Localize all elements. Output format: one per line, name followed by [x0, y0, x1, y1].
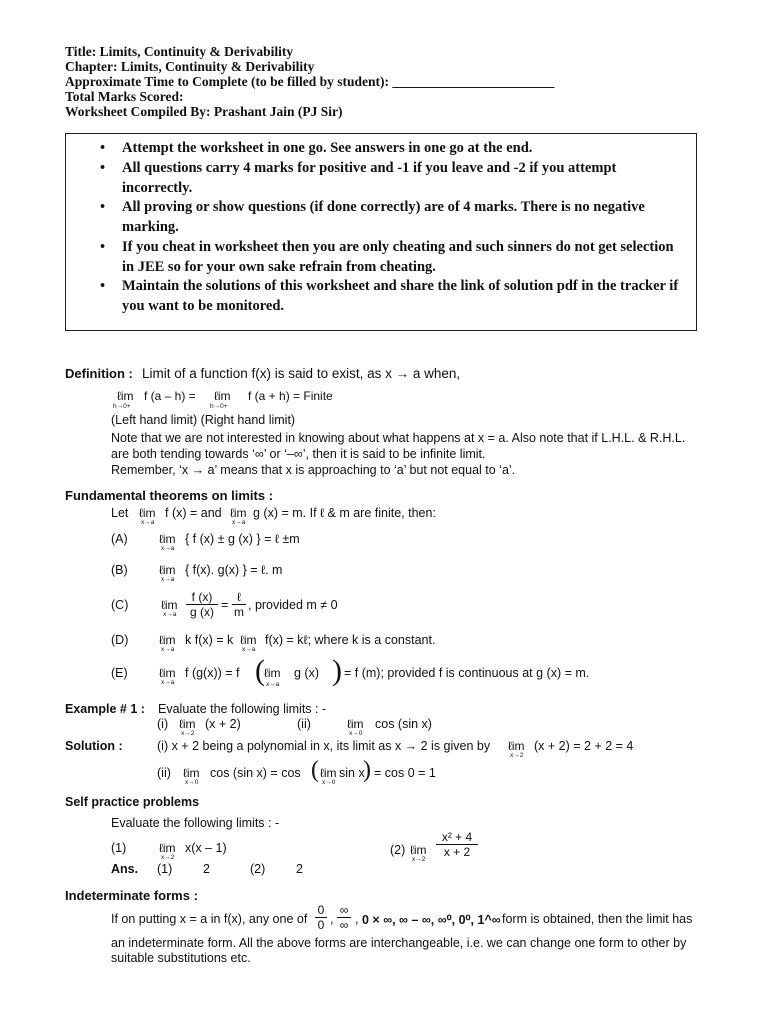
equals-sign: =: [221, 598, 229, 612]
bullet-icon: •: [100, 160, 106, 176]
lim-symbol: ℓim: [159, 841, 176, 855]
theorem-b-expr: { f(x). g(x) } = ℓ. m: [185, 563, 283, 577]
solution-ii-result: = cos 0 = 1: [374, 766, 436, 780]
self-practice-heading: Self practice problems: [65, 795, 200, 809]
lim-symbol: ℓim: [508, 739, 525, 753]
solution-i-result: (x + 2) = 2 + 2 = 4: [534, 739, 634, 753]
left-paren: (: [311, 757, 319, 783]
theorem-c-condition: , provided m ≠ 0: [248, 598, 338, 612]
lim-left: ℓim: [117, 389, 134, 403]
denominator: ∞: [337, 917, 351, 932]
example-part-i: (i): [157, 717, 169, 731]
lim-sub: x→2: [412, 856, 426, 863]
lim-symbol: ℓim: [159, 563, 176, 577]
answers-label: Ans.: [111, 862, 139, 876]
denominator: 0: [315, 917, 327, 932]
lim-sub: x→a: [242, 646, 256, 653]
theorems-heading: Fundamental theorems on limits :: [65, 488, 274, 503]
theorem-a-expr: { f (x) ± g (x) } = ℓ ±m: [185, 532, 300, 546]
answer-2-value: 2: [296, 862, 303, 876]
lim-symbol: ℓim: [230, 506, 247, 520]
instructions-box: [65, 133, 697, 331]
lim-sub: x→0: [185, 779, 199, 786]
theorem-e-label: (E): [111, 666, 128, 680]
definition-remember: Remember, ‘x → a’ means that x is approaching to ‘a’ but not equal to ‘a’.: [111, 463, 516, 477]
problem-2-label: (2): [390, 843, 406, 857]
example-prompt: Evaluate the following limits : -: [158, 702, 327, 716]
doc-time: Approximate Time to Complete (to be filled by student): ________________________: [65, 74, 555, 89]
lim-symbol: ℓim: [347, 717, 364, 731]
lim-symbol: ℓim: [161, 598, 178, 612]
right-paren: ): [332, 654, 342, 687]
lim-symbol: ℓim: [240, 633, 257, 647]
answer-1-label: (1): [157, 862, 173, 876]
lhl-expr: f (a – h) =: [144, 389, 196, 403]
bullet-icon: •: [100, 140, 106, 156]
bullet-icon: •: [100, 199, 106, 215]
example-i-expr: (x + 2): [205, 717, 241, 731]
indeterminate-text-b: form is obtained, then the limit has: [502, 912, 693, 926]
answer-2-label: (2): [250, 862, 266, 876]
limit-caption: (Left hand limit) (Right hand limit): [111, 413, 296, 427]
example-part-ii: (ii): [297, 717, 311, 731]
instruction-item: • All proving or show questions (if done correctly) are of 4 marks. There is no negative marking.: [100, 199, 645, 235]
lim-symbol: ℓim: [159, 633, 176, 647]
lim-right: ℓim: [214, 389, 231, 403]
instruction-item: • All questions carry 4 marks for positive and -1 if you leave and -2 if you attempt incorrectly.: [100, 160, 617, 196]
solution-ii-text: cos (sin x) = cos: [210, 766, 301, 780]
lim-symbol: ℓim: [179, 717, 196, 731]
instruction-item: • Attempt the worksheet in one go. See answers in one go at the end.: [122, 139, 682, 159]
lim-symbol: ℓim: [159, 666, 176, 680]
fraction: [186, 590, 218, 619]
fraction: [337, 903, 351, 932]
lim-left-sub: h→0+: [113, 403, 131, 410]
instruction-item: • Maintain the solutions of this worksheet and share the link of solution pdf in the tracker if you want to be monitored.: [100, 278, 679, 314]
theorem-a-label: (A): [111, 532, 128, 546]
bullet-icon: •: [100, 278, 106, 294]
indeterminate-forms: 0 × ∞, ∞ – ∞, ∞⁰, 0⁰, 1^∞: [362, 913, 501, 927]
solution-ii-inner: sin x: [339, 766, 365, 780]
lim-sub: x→0: [349, 730, 363, 737]
fraction: [232, 590, 246, 619]
bullet-icon: •: [100, 239, 106, 255]
theorem-e-expr-a: f (g(x)) = f: [185, 666, 240, 680]
denominator: x + 2: [436, 844, 478, 859]
rhl-expr: f (a + h) = Finite: [248, 389, 333, 403]
lim-sub: x→a: [161, 576, 175, 583]
answer-1-value: 2: [203, 862, 210, 876]
numerator: 0: [317, 903, 325, 917]
lim-sub: x→2: [510, 752, 524, 759]
lim-sub: x→a: [266, 681, 280, 688]
definition-note-1: Note that we are not interested in knowing about what happens at x = a. Also note that if L.H.L. & R.H.L.: [111, 431, 686, 445]
example-label: Example # 1 :: [65, 702, 145, 716]
doc-compiled-by: Worksheet Compiled By: Prashant Jain (PJ Sir): [65, 104, 343, 119]
let-text: Let: [111, 506, 129, 520]
let-g: g (x) = m. If ℓ & m are finite, then:: [253, 506, 436, 520]
lim-symbol: ℓim: [139, 506, 156, 520]
solution-i-text: (i) x + 2 being a polynomial in x, its limit as x → 2 is given by: [157, 739, 491, 753]
indeterminate-heading: Indeterminate forms :: [65, 888, 198, 903]
lim-sub: x→a: [161, 545, 175, 552]
lim-sub: x→a: [141, 519, 155, 526]
doc-chapter: Chapter: Limits, Continuity & Derivability: [65, 59, 315, 74]
definition-label: Definition :: [65, 366, 133, 381]
theorem-d-expr-a: k f(x) = k: [185, 633, 234, 647]
numerator: ℓ: [237, 590, 241, 604]
lim-symbol: ℓim: [320, 766, 337, 780]
denominator: m: [234, 605, 244, 619]
solution-ii-label: (ii): [157, 766, 171, 780]
lim-symbol: ℓim: [264, 666, 281, 680]
lim-right-sub: h→0+: [210, 403, 228, 410]
fraction: [315, 903, 327, 932]
lim-sub: x→2: [181, 730, 195, 737]
indeterminate-line-3: suitable substitutions etc.: [111, 951, 251, 965]
indeterminate-line-2: an indeterminate form. All the above forms are interchangeable, i.e. we can change one form to other by: [111, 936, 687, 950]
theorem-d-label: (D): [111, 633, 129, 647]
definition-note-2: are both tending towards ‘∞’ or ‘–∞’, then it is said to be infinite limit.: [111, 447, 486, 461]
lim-sub: x→a: [232, 519, 246, 526]
lim-sub: x→0: [322, 779, 336, 786]
left-paren: (: [255, 654, 265, 687]
lim-symbol: ℓim: [183, 766, 200, 780]
example-ii-expr: cos (sin x): [375, 717, 432, 731]
self-practice-prompt: Evaluate the following limits : -: [111, 816, 280, 830]
theorem-d-expr-b: f(x) = kℓ; where k is a constant.: [265, 633, 436, 647]
lim-symbol: ℓim: [410, 843, 427, 857]
numerator: f (x): [191, 590, 213, 604]
theorem-b-label: (B): [111, 563, 128, 577]
lim-symbol: ℓim: [159, 532, 176, 546]
lim-sub: x→a: [161, 679, 175, 686]
indeterminate-text-a: If on putting x = a in f(x), any one of: [111, 912, 308, 926]
theorem-e-expr-c: = f (m); provided f is continuous at g (x) = m.: [344, 666, 590, 680]
lim-sub: x→2: [161, 854, 175, 861]
lim-sub: x→a: [161, 646, 175, 653]
comma: ,: [330, 912, 334, 926]
theorem-e-expr-b: g (x): [294, 666, 319, 680]
denominator: g (x): [186, 604, 218, 619]
doc-title: Title: Limits, Continuity & Derivability: [65, 44, 294, 59]
instruction-item: • If you cheat in worksheet then you are only cheating and such sinners do not get selection in JEE so for your own sake refrain from cheating.: [100, 239, 674, 275]
fraction: [436, 830, 478, 859]
doc-total-marks: Total Marks Scored:: [65, 89, 184, 104]
lim-sub: x→a: [163, 611, 177, 618]
problem-1-label: (1): [111, 841, 127, 855]
definition-text: Limit of a function f(x) is said to exist, as x → a when,: [142, 366, 461, 381]
numerator: ∞: [339, 903, 349, 917]
solution-label: Solution :: [65, 739, 123, 753]
numerator: x² + 4: [441, 830, 473, 844]
right-paren: ): [363, 757, 371, 783]
comma: ,: [355, 912, 359, 926]
let-f: f (x) = and: [165, 506, 222, 520]
problem-1-expr: x(x – 1): [185, 841, 227, 855]
theorem-c-label: (C): [111, 598, 129, 612]
